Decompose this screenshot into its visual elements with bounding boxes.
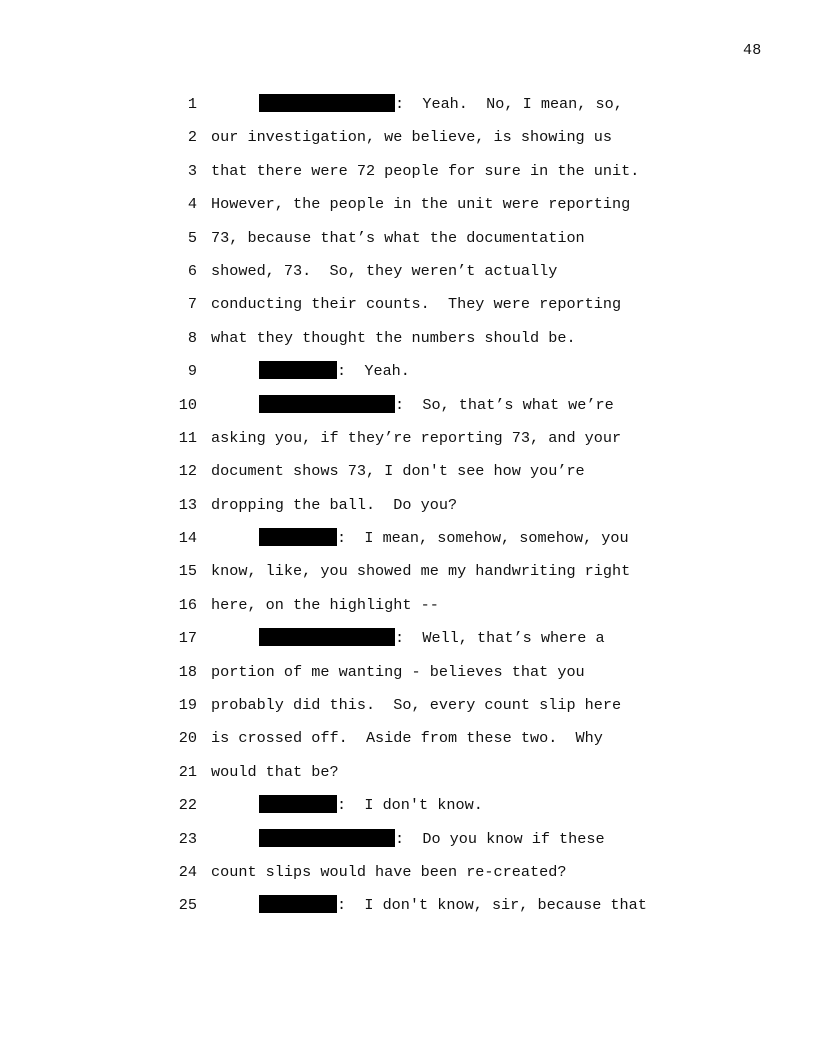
transcript-line	[0, 827, 816, 860]
line-number: 9	[187, 362, 197, 381]
line-content: : Yeah. No, I mean, so,	[395, 95, 623, 113]
line-number: 15	[178, 562, 197, 581]
transcript-line	[0, 459, 816, 492]
transcript-line	[0, 92, 816, 125]
redacted-speaker-name	[259, 829, 395, 847]
transcript-line	[0, 793, 816, 826]
transcript-line	[0, 159, 816, 192]
line-text	[211, 459, 585, 483]
line-text	[211, 292, 621, 316]
transcript-line	[0, 226, 816, 259]
transcript-line	[0, 860, 816, 893]
line-text	[211, 326, 576, 350]
line-number: 21	[178, 762, 197, 781]
line-content: : I don't know, sir, because that	[337, 896, 647, 915]
transcript-line	[0, 559, 816, 592]
page-number: 48	[743, 42, 762, 59]
speaker-line-text	[259, 893, 647, 917]
transcript-line	[0, 693, 816, 726]
line-content: : I mean, somehow, somehow, you	[337, 529, 629, 548]
transcript-line	[0, 259, 816, 292]
line-text	[211, 226, 585, 250]
line-content: is crossed off. Aside from these two. Why	[211, 729, 603, 748]
line-number: 13	[178, 495, 197, 514]
speaker-line-text	[259, 793, 483, 817]
line-number: 2	[187, 128, 197, 147]
line-number: 19	[178, 696, 197, 715]
line-number: 20	[178, 729, 197, 748]
line-content: portion of me wanting - believes that you	[211, 662, 585, 681]
line-content: that there were 72 people for sure in the unit.	[211, 161, 640, 180]
line-content: asking you, if they’re reporting 73, and your	[211, 428, 622, 447]
transcript-line	[0, 593, 816, 626]
transcript-line	[0, 292, 816, 325]
line-number: 12	[178, 462, 197, 481]
line-number: 14	[178, 529, 197, 548]
line-number: 23	[178, 829, 197, 848]
line-content: : I don't know.	[337, 796, 483, 815]
transcript-line	[0, 893, 816, 926]
line-content: : Well, that’s where a	[395, 629, 605, 648]
transcript-line	[0, 660, 816, 693]
transcript-line	[0, 326, 816, 359]
line-number: 10	[178, 395, 197, 414]
line-content: 73, because that’s what the documentation	[211, 228, 585, 247]
line-content: our investigation, we believe, is showing us	[211, 128, 613, 147]
line-text	[211, 726, 603, 750]
line-number: 16	[178, 595, 197, 614]
redacted-speaker-name	[259, 628, 395, 646]
redacted-speaker-name	[259, 528, 337, 546]
line-number: 8	[187, 328, 197, 347]
line-content: what they thought the numbers should be.	[211, 328, 576, 347]
transcript-line	[0, 192, 816, 225]
line-number: 6	[187, 261, 197, 280]
speaker-line-text	[259, 827, 605, 851]
line-text	[211, 760, 339, 784]
line-number: 17	[178, 629, 197, 648]
line-content: : Yeah.	[337, 362, 410, 381]
line-text	[211, 593, 439, 617]
line-text	[211, 192, 630, 216]
speaker-line-text	[259, 393, 614, 417]
line-content: would that be?	[211, 762, 339, 781]
transcript-line	[0, 359, 816, 392]
line-number: 25	[178, 896, 197, 915]
line-text	[211, 493, 457, 517]
transcript-line	[0, 393, 816, 426]
redacted-speaker-name	[259, 361, 337, 379]
speaker-line-text	[259, 526, 629, 550]
transcript-line	[0, 125, 816, 158]
line-text	[211, 860, 566, 884]
line-content: document shows 73, I don't see how you’re	[211, 462, 585, 481]
speaker-line-text	[259, 626, 605, 650]
line-content: showed, 73. So, they weren’t actually	[211, 261, 558, 280]
transcript-line	[0, 426, 816, 459]
line-text	[211, 125, 612, 149]
line-content: : Do you know if these	[395, 829, 605, 848]
line-content: count slips would have been re-created?	[211, 862, 567, 881]
speaker-line-text	[259, 359, 410, 383]
transcript-body	[0, 92, 816, 927]
transcript-line	[0, 526, 816, 559]
line-content: know, like, you showed me my handwriting right	[211, 562, 631, 581]
line-content: conducting their counts. They were reporting	[211, 295, 622, 314]
line-number: 3	[187, 161, 197, 180]
line-content: : So, that’s what we’re	[395, 395, 614, 414]
line-number: 18	[178, 662, 197, 681]
line-content: probably did this. So, every count slip here	[211, 696, 622, 715]
redacted-speaker-name	[259, 395, 395, 413]
line-text	[211, 426, 621, 450]
line-content: here, on the highlight --	[211, 595, 439, 614]
transcript-line	[0, 726, 816, 759]
line-text	[211, 559, 630, 583]
speaker-line-text	[259, 92, 623, 116]
transcript-line	[0, 626, 816, 659]
line-text	[211, 660, 585, 684]
line-number: 22	[178, 796, 197, 815]
redacted-speaker-name	[259, 895, 337, 913]
line-number: 7	[187, 295, 197, 314]
line-number: 5	[187, 228, 197, 247]
line-number: 24	[178, 862, 197, 881]
transcript-line	[0, 493, 816, 526]
line-number: 4	[187, 195, 197, 214]
line-number: 1	[187, 95, 197, 113]
line-text	[211, 259, 557, 283]
line-text	[211, 159, 639, 183]
transcript-line	[0, 760, 816, 793]
line-text	[211, 693, 621, 717]
redacted-speaker-name	[259, 795, 337, 813]
line-content: dropping the ball. Do you?	[211, 495, 458, 514]
line-content: However, the people in the unit were reporting	[211, 195, 631, 214]
redacted-speaker-name	[259, 94, 395, 112]
line-number: 11	[178, 428, 197, 447]
